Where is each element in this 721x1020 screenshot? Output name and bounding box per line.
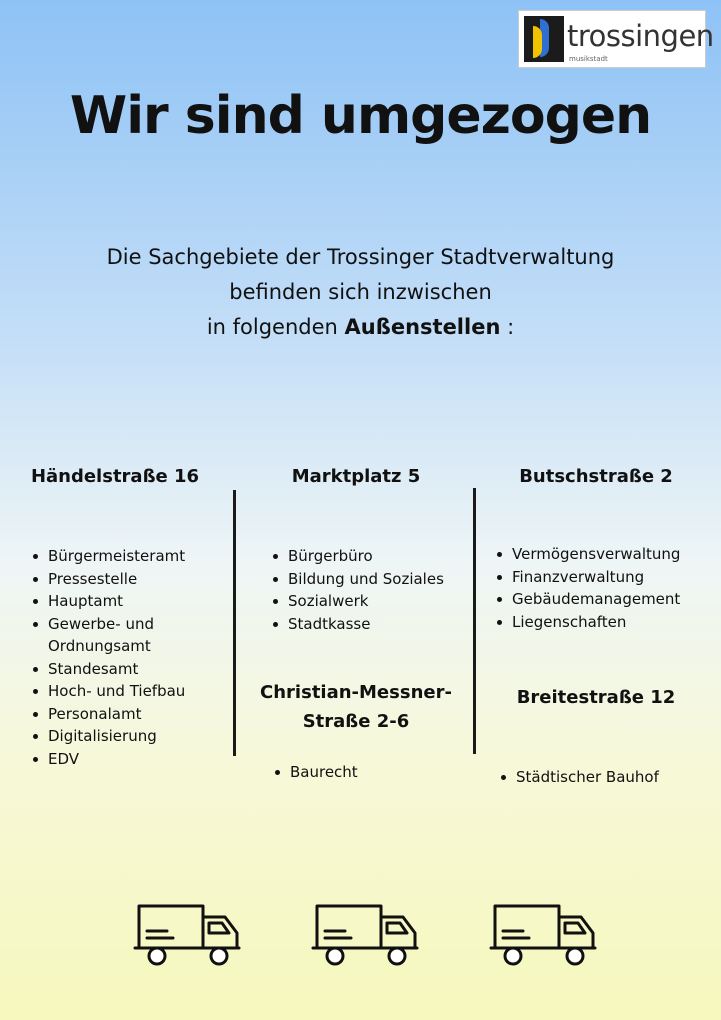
truck-icon [133, 903, 241, 967]
column-divider [233, 490, 236, 756]
department-list [486, 543, 706, 633]
column-title: Butschstraße 2 [519, 466, 673, 487]
list-item: Standesamt [48, 658, 210, 681]
trossingen-logo [518, 10, 714, 68]
column-divider [473, 488, 476, 754]
list-item: Bildung und Soziales [288, 568, 464, 591]
list-item: Bürgermeisteramt [48, 545, 210, 568]
department-list [20, 545, 210, 770]
intro-line-2: befinden sich inzwischen [229, 280, 492, 304]
column-subtitle: Christian-Messner-Straße 2-6 [260, 682, 452, 732]
column-title: Händelstraße 16 [30, 466, 200, 487]
page-title: Wir sind umgezogen [69, 86, 652, 146]
list-item: Vermögensverwaltung [512, 543, 706, 566]
list-item: Pressestelle [48, 568, 210, 591]
column-haendelstrasse [20, 466, 210, 770]
department-list [486, 766, 706, 789]
logo-subtitle: musikstadt [569, 55, 608, 63]
list-item: Liegenschaften [512, 611, 706, 634]
intro-line-1: Die Sachgebiete der Trossinger Stadtverwaltung [106, 245, 615, 269]
list-item: Personalamt [48, 703, 210, 726]
truck-icon [311, 903, 419, 967]
truck-icon [489, 903, 597, 967]
logo-mark-icon [524, 16, 564, 62]
list-item: Sozialwerk [288, 590, 464, 613]
list-item: Baurecht [290, 761, 464, 784]
list-item: Hoch- und Tiefbau [48, 680, 210, 703]
column-subtitle: Breitestraße 12 [516, 687, 676, 708]
list-item: Städtischer Bauhof [516, 766, 706, 789]
list-item: Gewerbe- und Ordnungsamt [48, 613, 178, 658]
list-item: Stadtkasse [288, 613, 464, 636]
list-item: Digitalisierung [48, 725, 210, 748]
list-item: Hauptamt [48, 590, 210, 613]
list-item: Bürgerbüro [288, 545, 464, 568]
logo-wordmark: trossingen [567, 19, 714, 53]
department-list [248, 545, 464, 635]
list-item: Gebäudemanagement [512, 588, 706, 611]
column-title: Marktplatz 5 [291, 466, 421, 487]
intro-text [40, 240, 681, 345]
list-item: EDV [48, 748, 210, 771]
list-item: Finanzverwaltung [512, 566, 706, 589]
column-marktplatz [248, 466, 464, 784]
column-butschstrasse [486, 466, 706, 789]
intro-line-3: in folgenden Außenstellen : [206, 315, 515, 339]
department-list [248, 761, 464, 784]
intro-bold-term: Außenstellen [344, 315, 501, 339]
